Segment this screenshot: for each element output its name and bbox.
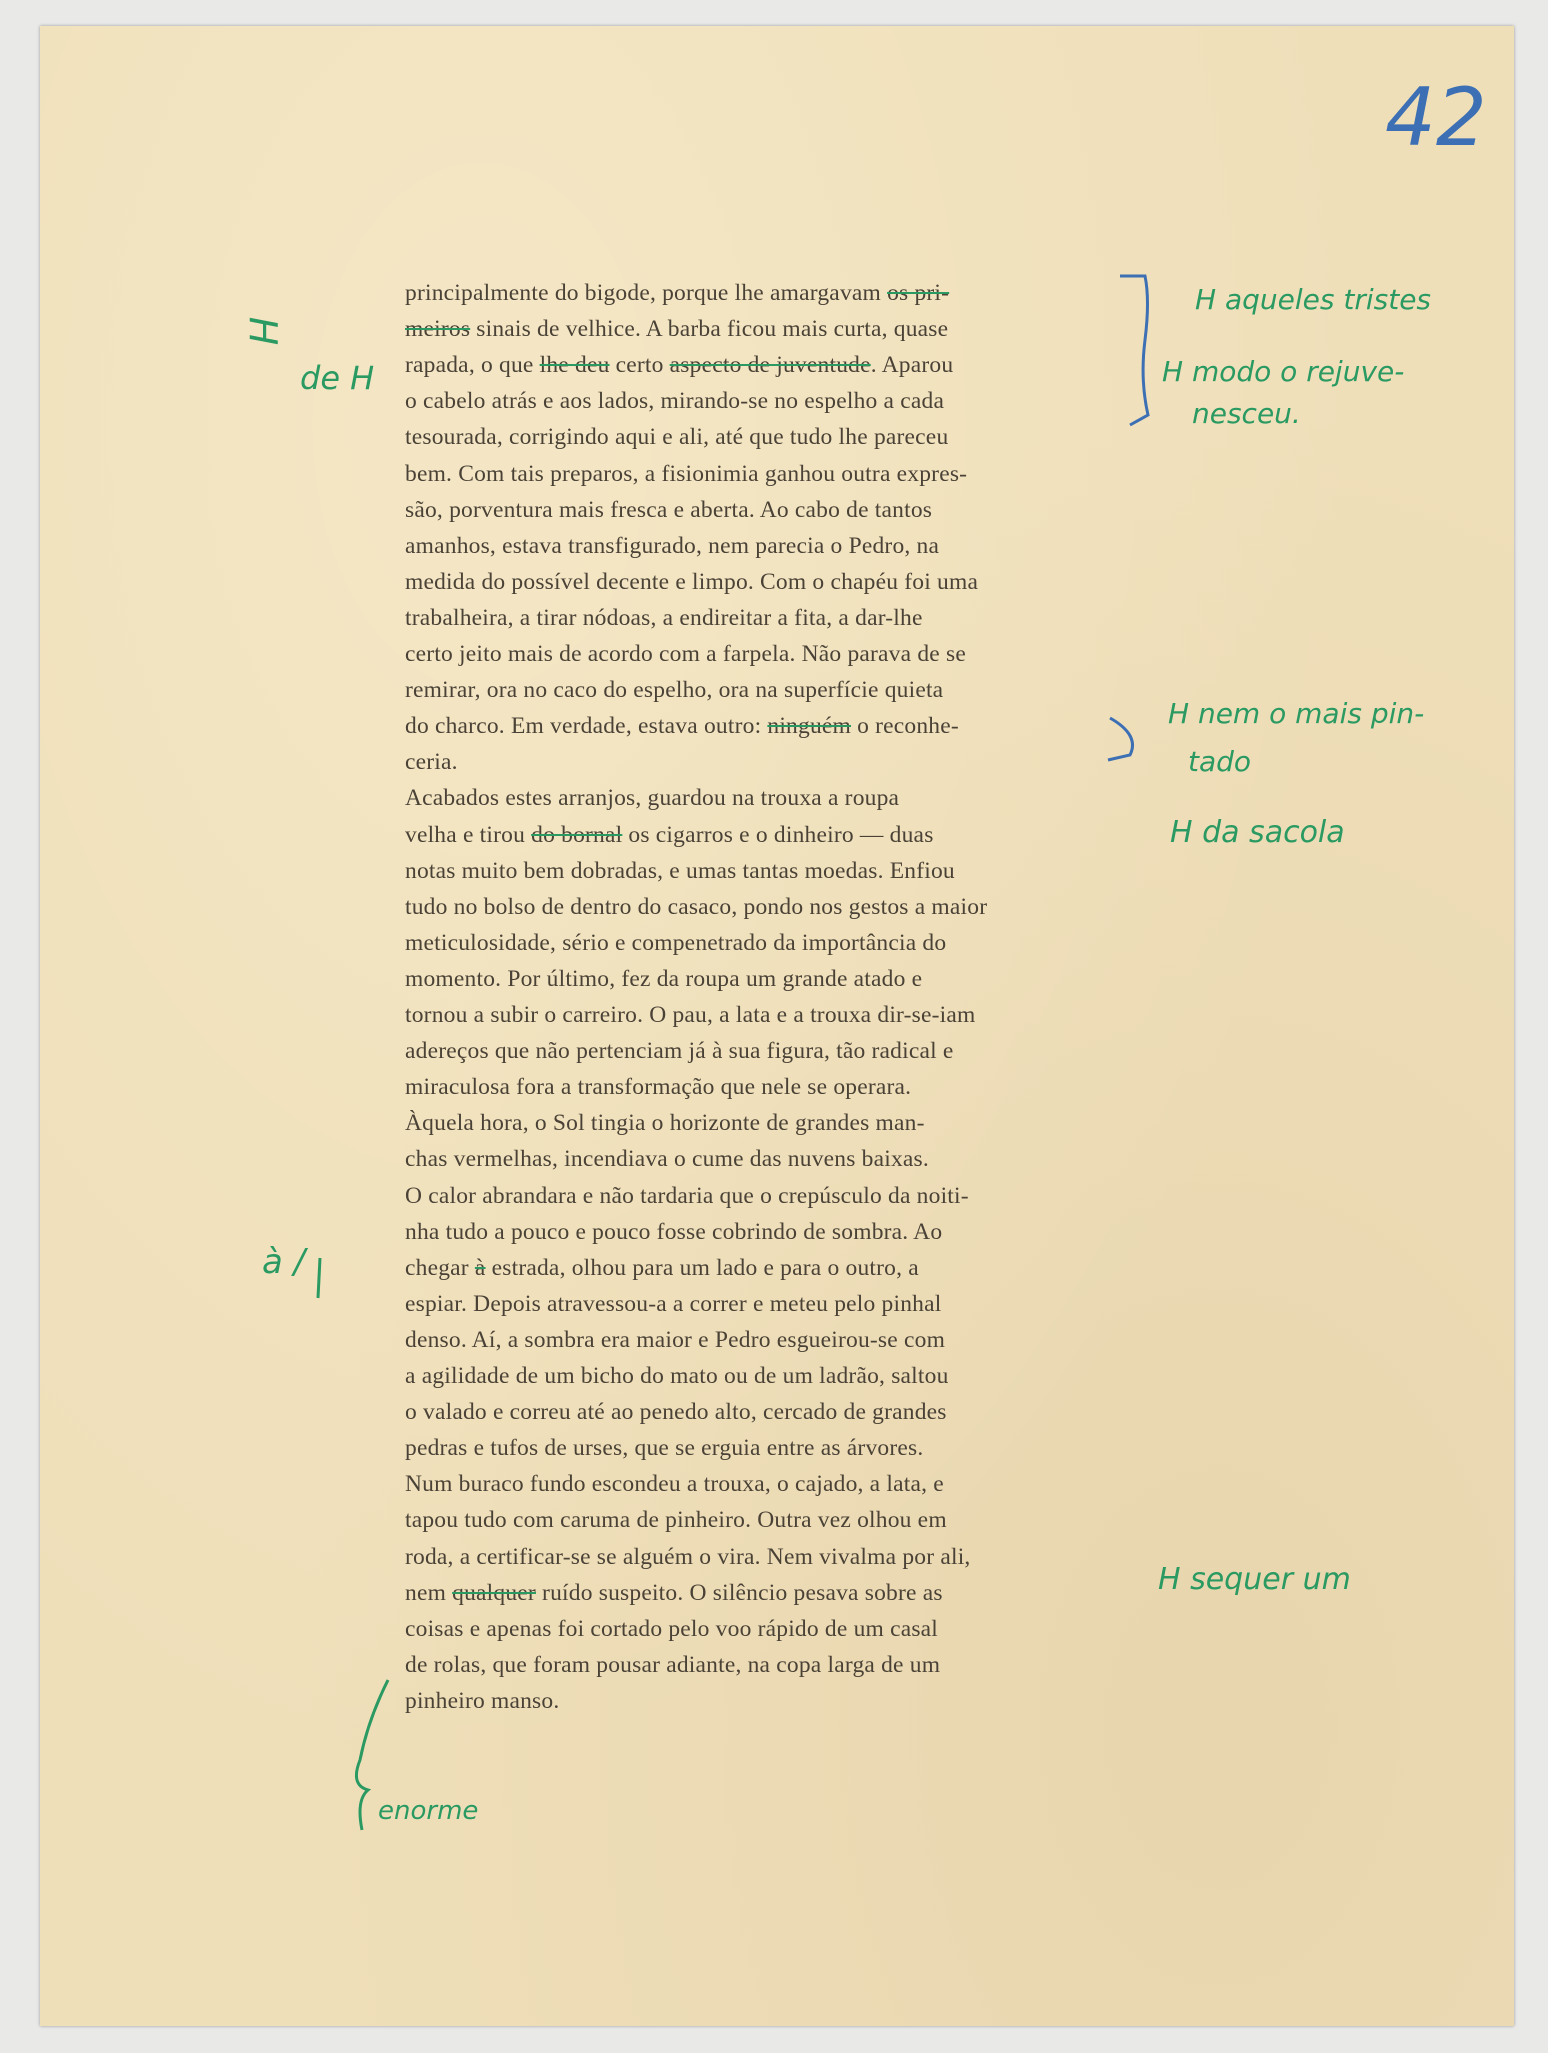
text-run: pinheiro manso.: [405, 1687, 560, 1714]
text-run: remirar, ora no caco do espelho, ora na superfície quieta: [405, 677, 944, 704]
text-run: ceria.: [405, 749, 458, 776]
body-line: [405, 1509, 1133, 1533]
body-line: [405, 1218, 1133, 1245]
body-line: [405, 1473, 1133, 1497]
body-line: [405, 390, 1133, 414]
text-run: certo: [609, 352, 670, 379]
body-line: [405, 679, 1133, 703]
struck-text: qualquer: [452, 1579, 536, 1606]
struck-text: ninguém: [767, 713, 852, 740]
text-run: chas vermelhas, incendiava o cume das nuvens baixas.: [405, 1146, 929, 1173]
text-run: meticulosidade, sério e compenetrado da importância do: [405, 929, 947, 956]
margin-note-left-bottom: enorme: [378, 1796, 479, 1826]
margin-note-right-first-3: nesceu.: [1192, 397, 1301, 430]
body-line: [405, 751, 1133, 775]
body-line: [405, 1254, 1133, 1281]
text-run: certo jeito mais de acordo com a farpela. Não parava de se: [405, 641, 966, 667]
text-run: de rolas, que foram pousar adiante, na copa larga de um: [405, 1651, 941, 1678]
text-run: trabalheira, a tirar nódoas, a endireitar a fita, a dar-lhe: [405, 604, 923, 631]
text-run: o valado e correu até ao penedo alto, cercado de grandes: [405, 1399, 947, 1426]
body-line: [405, 821, 1133, 848]
text-run: momento. Por último, fez da roupa um grande atado e: [405, 965, 923, 992]
text-run: Acabados estes arranjos, guardou na trouxa a roupa: [405, 785, 900, 812]
text-run: Num buraco fundo escondeu a trouxa, o cajado, a lata, e: [405, 1471, 944, 1498]
body-line: [405, 604, 1133, 631]
text-run: . Aparou: [870, 352, 954, 379]
text-run: bem. Com tais preparos, a fisionimia ganhou outra expres-: [405, 460, 968, 487]
margin-note-right-fourth: H sequer um: [1158, 1562, 1351, 1597]
body-line: [405, 1148, 1133, 1172]
margin-note-right-second-1: H nem o mais pin-: [1168, 697, 1425, 730]
text-run: nem: [405, 1579, 453, 1606]
text-run: medida do possível decente e limpo. Com o chapéu foi uma: [405, 568, 979, 595]
body-line: [405, 1004, 1133, 1028]
text-run: Àquela hora, o Sol tingia o horizonte de grandes man-: [405, 1110, 925, 1137]
text-run: roda, a certificar-se se alguém o vira. Nem vivalma por ali,: [405, 1543, 971, 1570]
margin-note-right-first-2: H modo o rejuve-: [1162, 355, 1405, 388]
text-run: adereços que não pertenciam já à sua figura, tão radical e: [405, 1038, 954, 1065]
body-line: [405, 568, 1133, 595]
text-run: nha tudo a pouco e pouco fosse cobrindo de sombra. Ao: [405, 1218, 943, 1245]
text-run: a agilidade de um bicho do mato ou de um ladrão, saltou: [405, 1363, 949, 1389]
text-run: pedras e tufos de urses, que se erguia entre as árvores.: [405, 1435, 924, 1462]
margin-note-right-third: H da sacola: [1170, 815, 1345, 850]
margin-note-left-second: de H: [300, 359, 375, 397]
body-line: [405, 1437, 1133, 1461]
body-line: [405, 1543, 1133, 1570]
text-run: notas muito bem dobradas, e umas tantas moedas. Enfiou: [405, 857, 955, 884]
body-line: [405, 1579, 1133, 1606]
text-run: tesourada, corrigindo aqui e ali, até que tudo lhe pareceu: [405, 424, 949, 451]
text-run: amanhos, estava transfigurado, nem parecia o Pedro, na: [405, 532, 940, 559]
text-run: O calor abrandara e não tardaria que o crepúsculo da noiti-: [405, 1182, 969, 1209]
body-line: [405, 354, 1133, 378]
struck-text: do bornal: [531, 821, 623, 848]
text-run: o cabelo atrás e aos lados, mirando-se no espelho a cada: [405, 388, 945, 415]
body-line: [405, 496, 1133, 523]
body-line: [405, 929, 1133, 956]
text-run: tapou tudo com caruma de pinheiro. Outra vez olhou em: [405, 1507, 947, 1534]
struck-text: à: [474, 1254, 486, 1281]
body-line: [405, 532, 1133, 559]
margin-note-right-first-1: H aqueles tristes: [1195, 283, 1432, 316]
text-run: tornou a subir o carreiro. O pau, a lata e a trouxa dir-se-iam: [405, 1002, 976, 1028]
margin-note-right-second-2: tado: [1188, 745, 1252, 778]
body-line: [405, 893, 1133, 920]
text-run: do charco. Em verdade, estava outro:: [405, 713, 768, 740]
text-run: ruído suspeito. O silêncio pesava sobre as: [535, 1579, 943, 1606]
body-line: [405, 715, 1133, 739]
text-run: velha e tirou: [405, 821, 532, 848]
text-run: denso. Aí, a sombra era maior e Pedro esgueirou-se com: [405, 1326, 946, 1353]
body-line: [405, 1687, 1133, 1714]
text-run: coisas e apenas foi cortado pelo voo rápido de um casal: [405, 1615, 939, 1642]
body-line: [405, 1326, 1133, 1353]
text-run: miraculosa fora a transformação que nele se operara.: [405, 1074, 912, 1101]
body-line: [405, 1651, 1133, 1678]
margin-note-left-middle: à /: [262, 1242, 306, 1282]
struck-text: lhe deu: [539, 352, 610, 379]
text-run: estrada, olhou para um lado e para o outro, a: [485, 1254, 919, 1281]
body-line: [405, 857, 1133, 884]
body-line: [405, 1182, 1133, 1209]
text-run: são, porventura mais fresca e aberta. Ao cabo de tantos: [405, 496, 933, 523]
body-line: [405, 282, 1133, 306]
text-run: tudo no bolso de dentro do casaco, pondo nos gestos a maior: [405, 893, 988, 920]
margin-note-left-top: H: [240, 316, 285, 346]
text-run: principalmente do bigode, porque lhe amargavam: [405, 280, 888, 306]
body-line: [405, 426, 1133, 450]
body-line: [405, 460, 1133, 487]
text-run: rapada, o que: [405, 352, 540, 379]
text-run: sinais de velhice. A barba ficou mais curta, quase: [470, 316, 949, 343]
body-line: [405, 965, 1133, 992]
body-line: [405, 1112, 1133, 1136]
body-line: [405, 1615, 1133, 1642]
page-number: 42: [1385, 71, 1487, 164]
struck-text: meiros: [405, 316, 471, 343]
struck-text: os pri-: [887, 280, 950, 306]
text-run: chegar: [405, 1254, 475, 1281]
body-line: [405, 1365, 1133, 1389]
body-line: [405, 1040, 1133, 1064]
text-run: o reconhe-: [851, 713, 959, 740]
body-line: [405, 1290, 1133, 1317]
body-line: [405, 643, 1133, 667]
text-run: espiar. Depois atravessou-a a correr e meteu pelo pinhal: [405, 1290, 942, 1317]
body-line: [405, 318, 1133, 342]
body-line: [405, 1076, 1133, 1100]
body-line: [405, 1401, 1133, 1425]
text-run: os cigarros e o dinheiro — duas: [622, 821, 934, 848]
struck-text: aspecto de juventude: [669, 352, 871, 379]
body-line: [405, 787, 1133, 811]
